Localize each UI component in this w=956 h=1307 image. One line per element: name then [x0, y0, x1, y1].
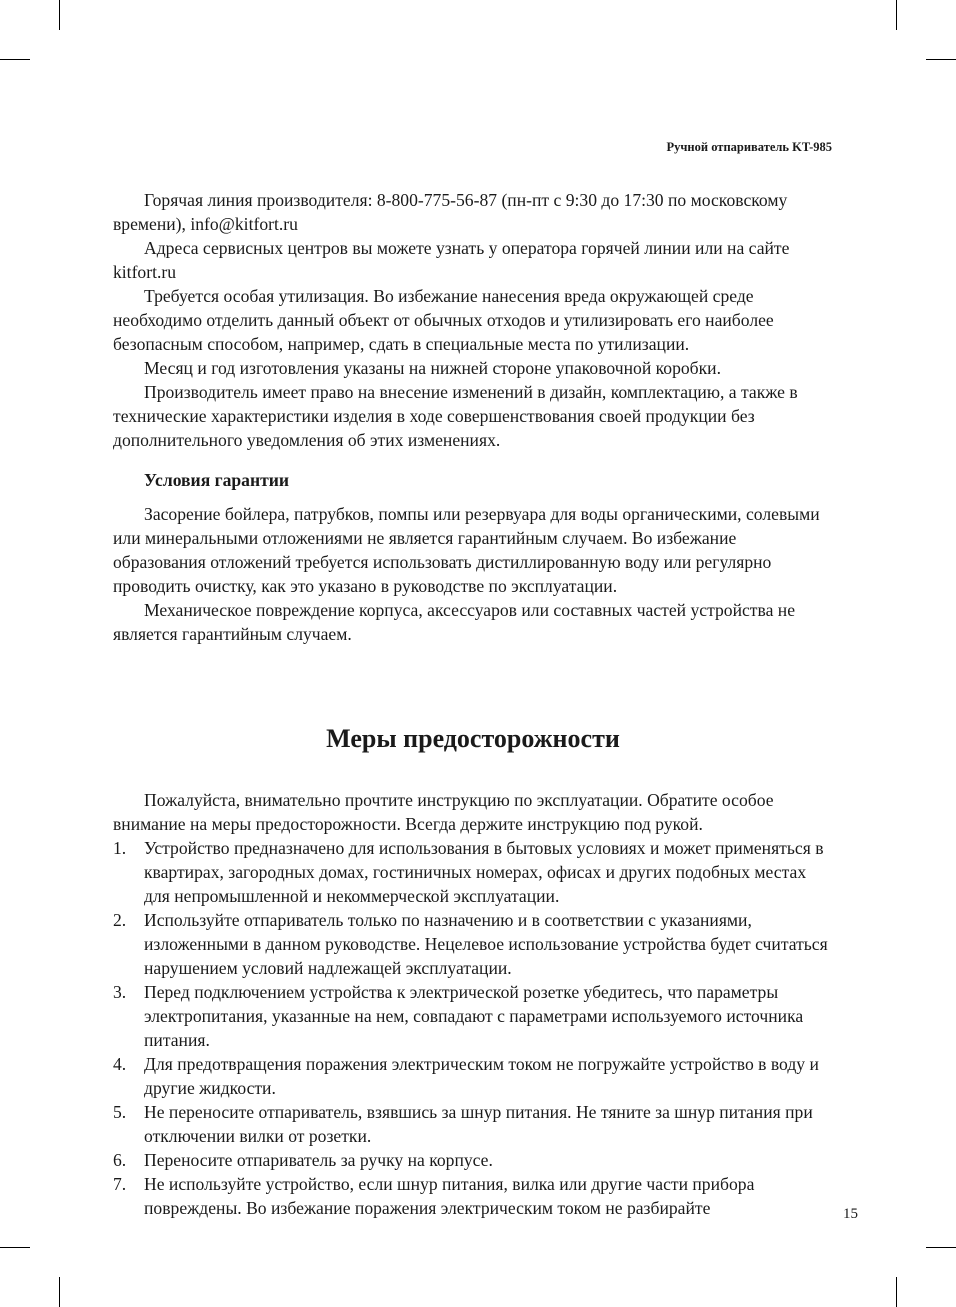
item-text: Переносите отпариватель за ручку на корпусе.	[144, 1150, 493, 1170]
safety-list	[113, 836, 833, 1220]
item-text: Для предотвращения поражения электрическим током не погружайте устройство в воду и другие жидкости.	[144, 1054, 819, 1098]
intro-paragraph: Адреса сервисных центров вы можете узнать у оператора горячей линии или на сайте kitfort.ru	[113, 238, 790, 282]
list-item	[113, 836, 833, 908]
list-item	[113, 908, 833, 980]
list-item	[113, 1052, 833, 1100]
crop-mark-bottom-left-h	[0, 1247, 30, 1248]
item-text: Используйте отпариватель только по назначению и в соответствии с указаниями, изложенными в данном руководстве. Нецелевое использование устройства будет считаться нарушением условий надлежащей эксплуатации.	[144, 910, 828, 978]
item-number: 7.	[113, 1174, 127, 1194]
item-text: Устройство предназначено для использования в бытовых условиях и может применяться в квартирах, загородных домах, гостиничных номерах, офисах и других подобных местах для непромышленной и некоммерческой эксплуатации.	[144, 838, 824, 906]
item-number: 1.	[113, 838, 127, 858]
page-content	[113, 188, 833, 1220]
crop-mark-top-left-v	[59, 0, 60, 30]
item-number: 3.	[113, 982, 127, 1002]
crop-mark-bottom-right-h	[926, 1247, 956, 1248]
intro-paragraph: Горячая линия производителя: 8-800-775-56-87 (пн-пт с 9:30 до 17:30 по московскому времени), info@kitfort.ru	[113, 190, 788, 234]
page-number: 15	[843, 1206, 858, 1222]
crop-mark-top-left-h	[0, 59, 30, 60]
intro-paragraph: Требуется особая утилизация. Во избежание нанесения вреда окружающей среде необходимо отделить данный объект от обычных отходов и утилизировать его наиболее безопасным способом, например, сдать в специальные места по утилизации.	[113, 286, 774, 354]
list-item	[113, 1148, 833, 1172]
list-item	[113, 1100, 833, 1148]
list-item	[113, 1172, 833, 1220]
item-text: Не переносите отпариватель, взявшись за шнур питания. Не тяните за шнур питания при отключении вилки от розетки.	[144, 1102, 813, 1146]
crop-mark-top-right-h	[926, 59, 956, 60]
warranty-paragraph: Засорение бойлера, патрубков, помпы или резервуара для воды органическими, солевыми или минеральными отложениями не является гарантийным случаем. Во избежание образования отложений требуется использовать дистиллированную воду или регулярно проводить очистку, как это указано в руководстве по эксплуатации.	[113, 504, 820, 596]
safety-intro: Пожалуйста, внимательно прочтите инструкцию по эксплуатации. Обратите особое внимание на меры предосторожности. Всегда держите инструкцию под рукой.	[113, 790, 774, 834]
intro-paragraph: Производитель имеет право на внесение изменений в дизайн, комплектацию, а также в технические характеристики изделия в ходе совершенствования своей продукции без дополнительного уведомления об этих изменениях.	[113, 382, 798, 450]
item-number: 4.	[113, 1054, 127, 1074]
crop-mark-top-right-v	[896, 0, 897, 30]
item-text: Не используйте устройство, если шнур питания, вилка или другие части прибора повреждены. Во избежание поражения электрическим током не разбирайте	[144, 1174, 755, 1218]
warranty-heading: Условия гарантии	[144, 470, 290, 490]
crop-mark-bottom-right-v	[896, 1277, 897, 1307]
item-number: 6.	[113, 1150, 127, 1170]
crop-mark-bottom-left-v	[59, 1277, 60, 1307]
item-text: Перед подключением устройства к электрической розетке убедитесь, что параметры электропитания, указанные на нем, совпадают с параметрами используемого источника питания.	[144, 982, 804, 1050]
item-number: 2.	[113, 910, 127, 930]
item-number: 5.	[113, 1102, 127, 1122]
warranty-paragraph: Механическое повреждение корпуса, аксессуаров или составных частей устройства не является гарантийным случаем.	[113, 600, 796, 644]
intro-paragraph: Месяц и год изготовления указаны на нижней стороне упаковочной коробки.	[144, 358, 721, 378]
section-title: Меры предосторожности	[326, 724, 620, 753]
running-header: Ручной отпариватель KT-985	[666, 140, 832, 154]
list-item	[113, 980, 833, 1052]
